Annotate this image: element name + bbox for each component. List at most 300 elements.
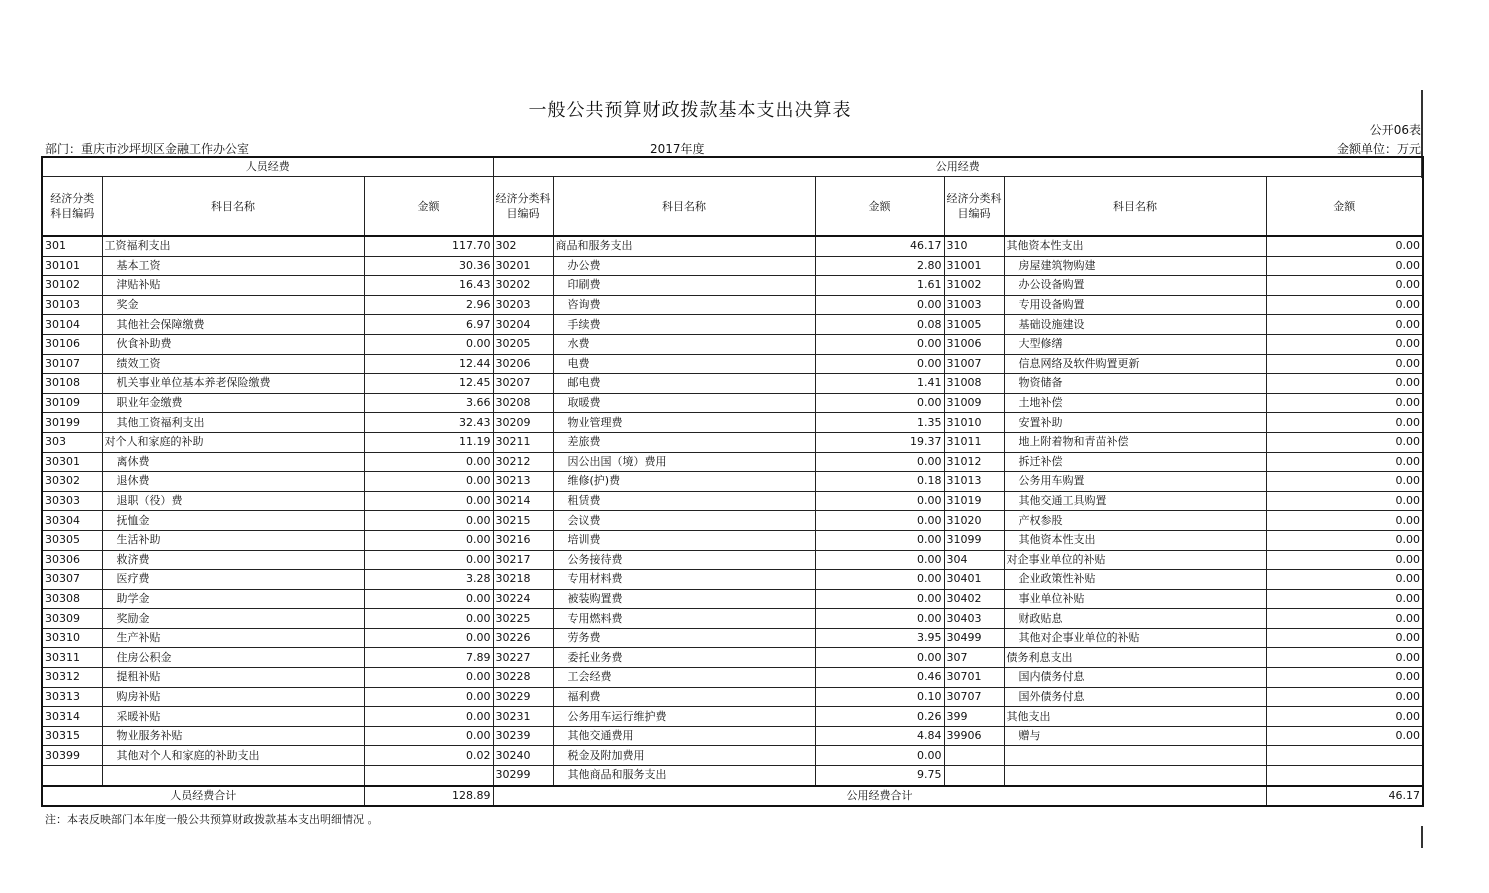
account-code: 30311 bbox=[42, 648, 102, 668]
account-name: 商品和服务支出 bbox=[553, 236, 815, 256]
account-code: 31008 bbox=[944, 374, 1004, 394]
account-name: 职业年金缴费 bbox=[102, 393, 364, 413]
header-amount: 金额 bbox=[364, 177, 493, 237]
account-code bbox=[42, 766, 102, 786]
account-code: 31099 bbox=[944, 530, 1004, 550]
amount: 0.00 bbox=[1266, 236, 1423, 256]
account-code: 30202 bbox=[493, 276, 553, 296]
account-code: 30107 bbox=[42, 354, 102, 374]
account-code: 30206 bbox=[493, 354, 553, 374]
account-code: 30239 bbox=[493, 726, 553, 746]
expenditure-table bbox=[41, 156, 1424, 807]
account-name: 其他支出 bbox=[1004, 707, 1266, 727]
table-row bbox=[42, 432, 1423, 452]
account-code: 39906 bbox=[944, 726, 1004, 746]
header-code: 经济分类科目编码 bbox=[42, 177, 102, 237]
table-row bbox=[42, 609, 1423, 629]
account-code: 30109 bbox=[42, 393, 102, 413]
amount: 0.00 bbox=[815, 589, 944, 609]
group-personnel: 人员经费 bbox=[42, 157, 493, 177]
table-row bbox=[42, 668, 1423, 688]
account-code: 30403 bbox=[944, 609, 1004, 629]
account-name: 提租补贴 bbox=[102, 668, 364, 688]
account-name: 专用燃料费 bbox=[553, 609, 815, 629]
account-code: 30225 bbox=[493, 609, 553, 629]
table-row bbox=[42, 413, 1423, 433]
amount: 0.00 bbox=[1266, 354, 1423, 374]
account-code: 30499 bbox=[944, 628, 1004, 648]
amount: 0.00 bbox=[1266, 374, 1423, 394]
amount: 3.28 bbox=[364, 570, 493, 590]
amount: 0.00 bbox=[1266, 472, 1423, 492]
account-name: 抚恤金 bbox=[102, 511, 364, 531]
account-code: 30108 bbox=[42, 374, 102, 394]
account-code: 30212 bbox=[493, 452, 553, 472]
account-code: 31009 bbox=[944, 393, 1004, 413]
table-row bbox=[42, 589, 1423, 609]
account-name: 咨询费 bbox=[553, 295, 815, 315]
account-name: 采暖补贴 bbox=[102, 707, 364, 727]
account-name: 退职（役）费 bbox=[102, 491, 364, 511]
table-row bbox=[42, 315, 1423, 335]
account-name: 劳务费 bbox=[553, 628, 815, 648]
account-code: 30227 bbox=[493, 648, 553, 668]
account-code: 30228 bbox=[493, 668, 553, 688]
account-name: 基本工资 bbox=[102, 256, 364, 276]
account-name: 工资福利支出 bbox=[102, 236, 364, 256]
amount: 0.00 bbox=[364, 609, 493, 629]
amount: 0.00 bbox=[364, 334, 493, 354]
amount: 11.19 bbox=[364, 432, 493, 452]
amount: 0.26 bbox=[815, 707, 944, 727]
amount bbox=[364, 766, 493, 786]
amount: 2.80 bbox=[815, 256, 944, 276]
amount: 0.00 bbox=[1266, 707, 1423, 727]
account-name: 其他资本性支出 bbox=[1004, 530, 1266, 550]
amount: 12.44 bbox=[364, 354, 493, 374]
account-code: 31019 bbox=[944, 491, 1004, 511]
amount: 7.89 bbox=[364, 648, 493, 668]
amount: 0.00 bbox=[815, 609, 944, 629]
account-code: 30211 bbox=[493, 432, 553, 452]
amount: 0.00 bbox=[815, 648, 944, 668]
account-name: 绩效工资 bbox=[102, 354, 364, 374]
table-row bbox=[42, 256, 1423, 276]
table-row bbox=[42, 452, 1423, 472]
table-row bbox=[42, 570, 1423, 590]
account-name: 助学金 bbox=[102, 589, 364, 609]
amount: 0.00 bbox=[364, 687, 493, 707]
table-row bbox=[42, 726, 1423, 746]
account-name: 取暖费 bbox=[553, 393, 815, 413]
amount: 0.00 bbox=[815, 511, 944, 531]
amount: 19.37 bbox=[815, 432, 944, 452]
account-name: 物资储备 bbox=[1004, 374, 1266, 394]
amount: 0.00 bbox=[364, 491, 493, 511]
amount: 0.00 bbox=[815, 393, 944, 413]
account-name: 培训费 bbox=[553, 530, 815, 550]
account-name: 公务用车运行维护费 bbox=[553, 707, 815, 727]
amount: 16.43 bbox=[364, 276, 493, 296]
amount: 0.00 bbox=[1266, 648, 1423, 668]
account-code bbox=[944, 766, 1004, 786]
header-amount: 金额 bbox=[815, 177, 944, 237]
amount: 0.00 bbox=[815, 334, 944, 354]
account-code: 31011 bbox=[944, 432, 1004, 452]
table-row bbox=[42, 491, 1423, 511]
account-code: 30226 bbox=[493, 628, 553, 648]
amount: 0.00 bbox=[364, 628, 493, 648]
amount: 0.00 bbox=[1266, 295, 1423, 315]
account-code: 30215 bbox=[493, 511, 553, 531]
account-name: 购房补贴 bbox=[102, 687, 364, 707]
amount: 1.35 bbox=[815, 413, 944, 433]
header-code: 经济分类科目编码 bbox=[493, 177, 553, 237]
public-total-label: 公用经费合计 bbox=[493, 786, 1266, 806]
amount: 3.95 bbox=[815, 628, 944, 648]
account-name: 房屋建筑物购建 bbox=[1004, 256, 1266, 276]
account-code: 30214 bbox=[493, 491, 553, 511]
amount: 0.00 bbox=[815, 550, 944, 570]
table-row bbox=[42, 472, 1423, 492]
account-code: 30205 bbox=[493, 334, 553, 354]
amount: 0.00 bbox=[1266, 452, 1423, 472]
amount: 0.00 bbox=[1266, 276, 1423, 296]
amount: 1.41 bbox=[815, 374, 944, 394]
amount: 0.18 bbox=[815, 472, 944, 492]
table-row bbox=[42, 334, 1423, 354]
account-name: 其他工资福利支出 bbox=[102, 413, 364, 433]
account-code: 30304 bbox=[42, 511, 102, 531]
account-code: 30103 bbox=[42, 295, 102, 315]
account-code bbox=[944, 746, 1004, 766]
amount: 30.36 bbox=[364, 256, 493, 276]
account-code: 30209 bbox=[493, 413, 553, 433]
account-code: 31006 bbox=[944, 334, 1004, 354]
account-name: 委托业务费 bbox=[553, 648, 815, 668]
account-code: 30106 bbox=[42, 334, 102, 354]
account-code: 30231 bbox=[493, 707, 553, 727]
amount: 9.75 bbox=[815, 766, 944, 786]
amount: 0.00 bbox=[1266, 256, 1423, 276]
amount: 0.00 bbox=[815, 746, 944, 766]
account-name: 电费 bbox=[553, 354, 815, 374]
amount: 0.00 bbox=[1266, 589, 1423, 609]
account-name: 救济费 bbox=[102, 550, 364, 570]
table-row bbox=[42, 530, 1423, 550]
account-code: 30201 bbox=[493, 256, 553, 276]
column-header-row bbox=[42, 177, 1423, 237]
account-code: 31012 bbox=[944, 452, 1004, 472]
header-name: 科目名称 bbox=[1004, 177, 1266, 237]
account-name: 税金及附加费用 bbox=[553, 746, 815, 766]
account-name: 公务接待费 bbox=[553, 550, 815, 570]
account-code: 31013 bbox=[944, 472, 1004, 492]
table-row bbox=[42, 687, 1423, 707]
account-code: 30306 bbox=[42, 550, 102, 570]
account-name: 事业单位补贴 bbox=[1004, 589, 1266, 609]
form-number: 公开06表 bbox=[1369, 123, 1421, 137]
account-code: 30224 bbox=[493, 589, 553, 609]
account-name: 专用设备购置 bbox=[1004, 295, 1266, 315]
account-name: 国外债务付息 bbox=[1004, 687, 1266, 707]
account-name: 赠与 bbox=[1004, 726, 1266, 746]
account-code: 30217 bbox=[493, 550, 553, 570]
account-code: 30199 bbox=[42, 413, 102, 433]
account-name: 邮电费 bbox=[553, 374, 815, 394]
amount: 0.02 bbox=[364, 746, 493, 766]
table-row bbox=[42, 648, 1423, 668]
account-code: 30310 bbox=[42, 628, 102, 648]
amount: 0.00 bbox=[1266, 393, 1423, 413]
account-code: 30208 bbox=[493, 393, 553, 413]
account-name: 因公出国（境）费用 bbox=[553, 452, 815, 472]
account-name: 印刷费 bbox=[553, 276, 815, 296]
account-code: 30303 bbox=[42, 491, 102, 511]
account-name: 物业服务补贴 bbox=[102, 726, 364, 746]
group-public: 公用经费 bbox=[493, 157, 1423, 177]
totals-row bbox=[42, 786, 1423, 806]
account-code: 30101 bbox=[42, 256, 102, 276]
account-code: 30104 bbox=[42, 315, 102, 335]
amount: 0.00 bbox=[1266, 550, 1423, 570]
amount: 0.00 bbox=[1266, 609, 1423, 629]
table-row bbox=[42, 550, 1423, 570]
account-name: 安置补助 bbox=[1004, 413, 1266, 433]
account-name: 退休费 bbox=[102, 472, 364, 492]
account-name: 维修(护)费 bbox=[553, 472, 815, 492]
page-edge-line bbox=[1421, 826, 1423, 848]
amount: 0.00 bbox=[815, 530, 944, 550]
account-name: 债务利息支出 bbox=[1004, 648, 1266, 668]
amount: 0.00 bbox=[1266, 491, 1423, 511]
account-name: 会议费 bbox=[553, 511, 815, 531]
account-code: 30307 bbox=[42, 570, 102, 590]
amount: 12.45 bbox=[364, 374, 493, 394]
account-name: 机关事业单位基本养老保险缴费 bbox=[102, 374, 364, 394]
account-name: 离休费 bbox=[102, 452, 364, 472]
amount bbox=[1266, 766, 1423, 786]
account-code: 30207 bbox=[493, 374, 553, 394]
table-row bbox=[42, 236, 1423, 256]
amount: 3.66 bbox=[364, 393, 493, 413]
fiscal-year: 2017年度 bbox=[650, 142, 705, 156]
account-code: 30301 bbox=[42, 452, 102, 472]
account-name bbox=[102, 766, 364, 786]
amount: 117.70 bbox=[364, 236, 493, 256]
account-name: 其他商品和服务支出 bbox=[553, 766, 815, 786]
account-code: 30203 bbox=[493, 295, 553, 315]
amount: 0.00 bbox=[1266, 315, 1423, 335]
amount: 0.00 bbox=[364, 726, 493, 746]
amount: 0.00 bbox=[364, 707, 493, 727]
account-code: 302 bbox=[493, 236, 553, 256]
account-code: 30701 bbox=[944, 668, 1004, 688]
amount: 0.08 bbox=[815, 315, 944, 335]
account-name: 水费 bbox=[553, 334, 815, 354]
account-name: 被装购置费 bbox=[553, 589, 815, 609]
account-code: 30302 bbox=[42, 472, 102, 492]
table-row bbox=[42, 276, 1423, 296]
account-code: 30402 bbox=[944, 589, 1004, 609]
amount: 0.00 bbox=[815, 570, 944, 590]
account-name: 奖金 bbox=[102, 295, 364, 315]
account-code: 304 bbox=[944, 550, 1004, 570]
public-total-value: 46.17 bbox=[1266, 786, 1423, 806]
personnel-total-label: 人员经费合计 bbox=[42, 786, 364, 806]
table-row bbox=[42, 746, 1423, 766]
department-label: 部门：重庆市沙坪坝区金融工作办公室 bbox=[45, 142, 250, 156]
account-code: 399 bbox=[944, 707, 1004, 727]
account-name: 伙食补助费 bbox=[102, 334, 364, 354]
account-name: 对企事业单位的补贴 bbox=[1004, 550, 1266, 570]
account-code: 30309 bbox=[42, 609, 102, 629]
amount: 6.97 bbox=[364, 315, 493, 335]
table-row bbox=[42, 295, 1423, 315]
amount: 0.00 bbox=[364, 550, 493, 570]
table-row bbox=[42, 393, 1423, 413]
account-code: 30240 bbox=[493, 746, 553, 766]
account-name: 土地补偿 bbox=[1004, 393, 1266, 413]
account-name: 奖励金 bbox=[102, 609, 364, 629]
account-name: 办公费 bbox=[553, 256, 815, 276]
account-code: 30401 bbox=[944, 570, 1004, 590]
amount: 0.10 bbox=[815, 687, 944, 707]
account-code: 31007 bbox=[944, 354, 1004, 374]
account-name: 其他对企事业单位的补贴 bbox=[1004, 628, 1266, 648]
account-code: 30218 bbox=[493, 570, 553, 590]
account-code: 30315 bbox=[42, 726, 102, 746]
account-code: 301 bbox=[42, 236, 102, 256]
account-name: 基础设施建设 bbox=[1004, 315, 1266, 335]
group-header-row bbox=[42, 157, 1423, 177]
account-code: 303 bbox=[42, 432, 102, 452]
account-name: 生产补贴 bbox=[102, 628, 364, 648]
header-code: 经济分类科目编码 bbox=[944, 177, 1004, 237]
account-name: 其他对个人和家庭的补助支出 bbox=[102, 746, 364, 766]
amount: 0.00 bbox=[1266, 511, 1423, 531]
account-code: 30312 bbox=[42, 668, 102, 688]
page-title: 一般公共预算财政拨款基本支出决算表 bbox=[528, 100, 852, 121]
account-name: 财政贴息 bbox=[1004, 609, 1266, 629]
account-name bbox=[1004, 766, 1266, 786]
amount: 32.43 bbox=[364, 413, 493, 433]
account-name: 差旅费 bbox=[553, 432, 815, 452]
amount: 0.00 bbox=[1266, 413, 1423, 433]
amount: 0.00 bbox=[1266, 530, 1423, 550]
amount: 46.17 bbox=[815, 236, 944, 256]
amount: 0.00 bbox=[364, 511, 493, 531]
amount: 0.00 bbox=[815, 491, 944, 511]
account-name: 信息网络及软件购置更新 bbox=[1004, 354, 1266, 374]
table-row bbox=[42, 707, 1423, 727]
amount: 0.00 bbox=[364, 530, 493, 550]
account-name: 其他交通工具购置 bbox=[1004, 491, 1266, 511]
table-row bbox=[42, 374, 1423, 394]
amount: 0.00 bbox=[815, 354, 944, 374]
account-code: 31010 bbox=[944, 413, 1004, 433]
account-name: 津贴补贴 bbox=[102, 276, 364, 296]
amount: 0.00 bbox=[1266, 432, 1423, 452]
account-code: 31001 bbox=[944, 256, 1004, 276]
account-code: 307 bbox=[944, 648, 1004, 668]
amount: 0.00 bbox=[1266, 334, 1423, 354]
amount: 0.00 bbox=[1266, 726, 1423, 746]
account-code: 31005 bbox=[944, 315, 1004, 335]
amount: 1.61 bbox=[815, 276, 944, 296]
account-name: 对个人和家庭的补助 bbox=[102, 432, 364, 452]
table-row bbox=[42, 354, 1423, 374]
amount: 0.00 bbox=[1266, 668, 1423, 688]
account-name: 物业管理费 bbox=[553, 413, 815, 433]
account-code: 31003 bbox=[944, 295, 1004, 315]
amount: 0.00 bbox=[364, 452, 493, 472]
account-name: 工会经费 bbox=[553, 668, 815, 688]
account-code: 30313 bbox=[42, 687, 102, 707]
amount-unit: 金额单位：万元 bbox=[1336, 142, 1421, 156]
personnel-total-value: 128.89 bbox=[364, 786, 493, 806]
account-name: 住房公积金 bbox=[102, 648, 364, 668]
amount: 0.00 bbox=[364, 589, 493, 609]
account-name: 福利费 bbox=[553, 687, 815, 707]
account-name: 其他社会保障缴费 bbox=[102, 315, 364, 335]
account-code: 30204 bbox=[493, 315, 553, 335]
amount: 0.00 bbox=[1266, 628, 1423, 648]
amount: 2.96 bbox=[364, 295, 493, 315]
account-name: 生活补助 bbox=[102, 530, 364, 550]
amount: 0.46 bbox=[815, 668, 944, 688]
account-code: 30102 bbox=[42, 276, 102, 296]
amount: 0.00 bbox=[1266, 687, 1423, 707]
account-code: 30308 bbox=[42, 589, 102, 609]
account-code: 31020 bbox=[944, 511, 1004, 531]
account-code: 30299 bbox=[493, 766, 553, 786]
account-name: 拆迁补偿 bbox=[1004, 452, 1266, 472]
table-row bbox=[42, 628, 1423, 648]
account-name: 其他交通费用 bbox=[553, 726, 815, 746]
account-name: 公务用车购置 bbox=[1004, 472, 1266, 492]
amount bbox=[1266, 746, 1423, 766]
amount: 0.00 bbox=[815, 452, 944, 472]
account-name bbox=[1004, 746, 1266, 766]
table-note: 注：本表反映部门本年度一般公共预算财政拨款基本支出明细情况 。 bbox=[45, 813, 379, 826]
account-code: 30213 bbox=[493, 472, 553, 492]
account-code: 30305 bbox=[42, 530, 102, 550]
amount: 0.00 bbox=[364, 472, 493, 492]
amount: 0.00 bbox=[815, 295, 944, 315]
account-name: 医疗费 bbox=[102, 570, 364, 590]
header-amount: 金额 bbox=[1266, 177, 1423, 237]
account-name: 手续费 bbox=[553, 315, 815, 335]
account-name: 租赁费 bbox=[553, 491, 815, 511]
header-name: 科目名称 bbox=[553, 177, 815, 237]
account-code: 30399 bbox=[42, 746, 102, 766]
account-name: 专用材料费 bbox=[553, 570, 815, 590]
account-code: 30314 bbox=[42, 707, 102, 727]
account-name: 产权参股 bbox=[1004, 511, 1266, 531]
account-code: 30229 bbox=[493, 687, 553, 707]
table-row bbox=[42, 766, 1423, 786]
amount: 0.00 bbox=[364, 668, 493, 688]
table-row bbox=[42, 511, 1423, 531]
account-name: 大型修缮 bbox=[1004, 334, 1266, 354]
account-name: 国内债务付息 bbox=[1004, 668, 1266, 688]
amount: 0.00 bbox=[1266, 570, 1423, 590]
account-code: 31002 bbox=[944, 276, 1004, 296]
account-code: 310 bbox=[944, 236, 1004, 256]
account-name: 企业政策性补贴 bbox=[1004, 570, 1266, 590]
account-name: 其他资本性支出 bbox=[1004, 236, 1266, 256]
